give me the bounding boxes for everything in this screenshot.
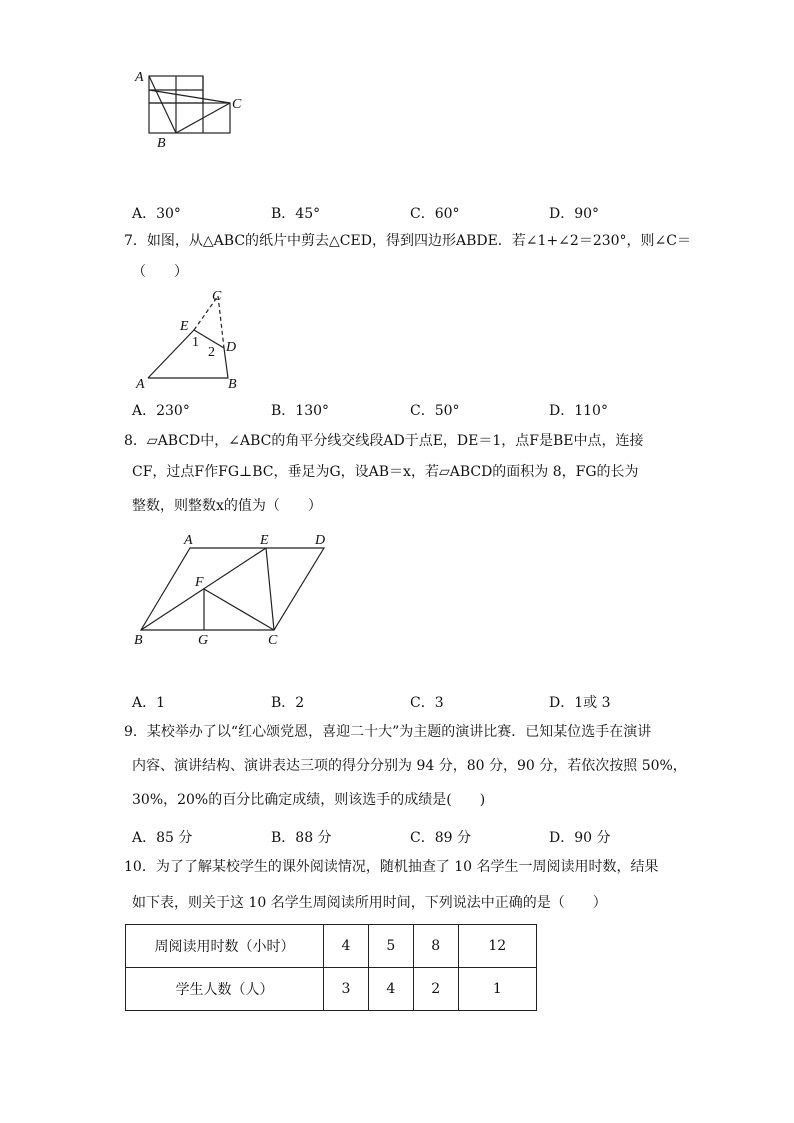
q6-option-a: A．30° xyxy=(132,206,181,222)
q8-label-f: F xyxy=(195,575,204,590)
q8-label-g: G xyxy=(198,633,209,648)
table-cell: 12 xyxy=(458,925,536,968)
q8-label-c: C xyxy=(268,633,278,648)
table-cell: 3 xyxy=(324,968,369,1011)
q6-grid-figure xyxy=(130,66,250,154)
table-cell: 4 xyxy=(324,925,369,968)
q8-stem-line1: 8．▱ABCD中，∠ABC的角平分线交线段AD于点E，DE＝1，点F是BE中点，连接 xyxy=(124,433,644,449)
table-row xyxy=(126,968,537,1011)
q10-stem-line1: 10．为了了解某校学生的课外阅读情况，随机抽查了 10 名学生一周阅读用时数，结果 xyxy=(124,859,659,875)
q9-option-d: D．90 分 xyxy=(549,830,611,846)
q7-triangle-figure xyxy=(130,286,250,392)
q9-stem-line3: 30%，20%的百分比确定成绩，则该选手的成绩是( ) xyxy=(132,792,486,808)
q7-label-angle1: 1 xyxy=(192,335,199,350)
q8-option-c: C．3 xyxy=(410,695,444,711)
q7-option-d: D．110° xyxy=(549,403,608,419)
table-cell: 8 xyxy=(413,925,458,968)
q8-option-d: D．1或 3 xyxy=(549,695,611,711)
q7-label-angle2: 2 xyxy=(208,345,215,360)
q7-option-a: A．230° xyxy=(132,403,190,419)
q8-option-b: B．2 xyxy=(271,695,305,711)
q7-label-e: E xyxy=(180,319,189,334)
q7-option-c: C．50° xyxy=(410,403,460,419)
q8-label-b: B xyxy=(134,633,143,648)
q7-label-c: C xyxy=(212,289,222,304)
q8-option-a: A．1 xyxy=(132,695,166,711)
table-cell: 1 xyxy=(458,968,536,1011)
q6-label-c: C xyxy=(232,97,242,112)
table-row-header: 周阅读用时数（小时） xyxy=(126,925,324,968)
q8-label-e: E xyxy=(260,533,269,548)
table-cell: 5 xyxy=(368,925,413,968)
q9-stem-line1: 9．某校举办了以“红心颂党恩，喜迎二十大”为主题的演讲比赛．已知某位选手在演讲 xyxy=(124,724,652,740)
q7-label-b: B xyxy=(228,377,237,392)
q7-stem-line2: （ ） xyxy=(132,264,188,280)
table-cell: 2 xyxy=(413,968,458,1011)
q6-label-a: A xyxy=(135,70,144,85)
q8-label-a: A xyxy=(184,533,193,548)
q9-stem-line2: 内容、演讲结构、演讲表达三项的得分分别为 94 分，80 分，90 分，若依次按照 50%， xyxy=(132,758,687,774)
q7-stem-line1: 7．如图，从△ABC的纸片中剪去△CED，得到四边形ABDE．若∠1+∠2＝230°，则∠C＝ xyxy=(124,233,691,249)
q9-option-b: B．88 分 xyxy=(271,830,332,846)
q9-option-c: C．89 分 xyxy=(410,830,471,846)
q8-stem-line3: 整数，则整数x的值为（ ） xyxy=(132,498,322,514)
q6-option-b: B．45° xyxy=(271,206,321,222)
table-row-header: 学生人数（人） xyxy=(126,968,324,1011)
table-row xyxy=(126,925,537,968)
q8-stem-line2: CF，过点F作FG⊥BC，垂足为G，设AB＝x，若▱ABCD的面积为 8，FG的长为 xyxy=(132,464,639,480)
q6-option-d: D．90° xyxy=(549,206,600,222)
q8-label-d: D xyxy=(315,533,326,548)
q7-label-a: A xyxy=(136,377,145,392)
q7-option-b: B．130° xyxy=(271,403,330,419)
q10-data-table xyxy=(125,924,537,1011)
q9-option-a: A．85 分 xyxy=(132,830,193,846)
q6-label-b: B xyxy=(157,136,166,151)
q10-stem-line2: 如下表，则关于这 10 名学生周阅读所用时间，下列说法中正确的是（ ） xyxy=(132,895,607,911)
q6-option-c: C．60° xyxy=(410,206,460,222)
q7-label-d: D xyxy=(226,340,237,355)
table-cell: 4 xyxy=(368,968,413,1011)
q8-parallelogram-figure xyxy=(130,528,340,650)
